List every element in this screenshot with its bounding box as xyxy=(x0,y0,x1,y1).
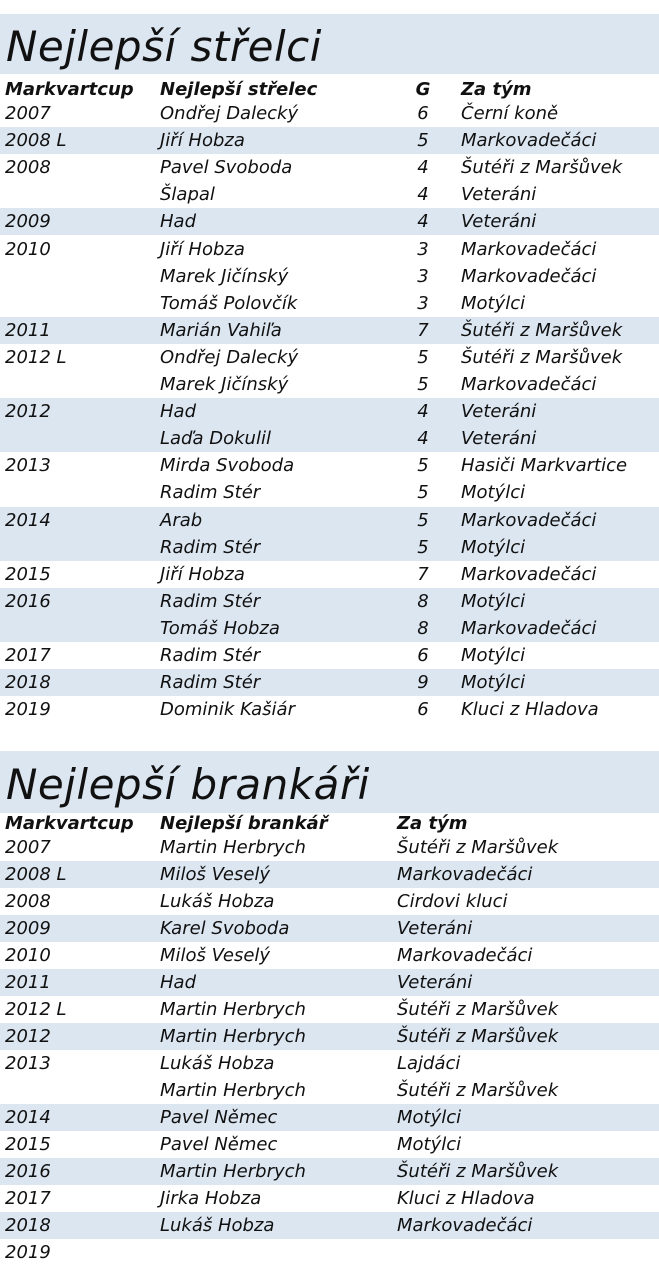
goalkeepers-cell-name: Had xyxy=(160,972,196,993)
goalkeepers-cell-name: Karel Svoboda xyxy=(160,918,290,939)
scorers-header-goals: G xyxy=(415,79,431,100)
scorers-cell-goals: 3 xyxy=(417,238,429,260)
goalkeepers-row xyxy=(0,1077,659,1104)
scorers-cell-goals: 5 xyxy=(417,482,429,504)
goalkeepers-row xyxy=(0,1050,659,1077)
scorers-cell-year: 2008 xyxy=(5,157,51,179)
goalkeepers-header-name: Nejlepší brankář xyxy=(160,813,328,834)
goalkeepers-row xyxy=(0,1212,659,1239)
scorers-cell-goals: 6 xyxy=(417,699,429,721)
scorers-cell-team: Markovadečáci xyxy=(461,130,597,152)
goalkeepers-cell-year: 2013 xyxy=(5,1053,51,1074)
scorers-cell-goals: 8 xyxy=(417,617,429,639)
scorers-cell-name: Tomáš Hobza xyxy=(160,617,280,639)
scorers-row xyxy=(0,615,659,642)
scorers-row xyxy=(0,317,659,344)
scorers-cell-name: Marek Jičínský xyxy=(160,265,289,287)
scorers-cell-team: Markovadečáci xyxy=(461,563,597,585)
goalkeepers-row xyxy=(0,1104,659,1131)
scorers-cell-team: Veteráni xyxy=(461,211,537,233)
scorers-cell-name: Marek Jičínský xyxy=(160,374,289,395)
scorers-cell-name: Ondřej Dalecký xyxy=(160,103,299,124)
scorers-cell-name: Jiří Hobza xyxy=(160,238,245,260)
goalkeepers-cell-team: Veteráni xyxy=(397,918,473,939)
scorers-cell-name: Marián Vahiľa xyxy=(160,319,282,341)
scorers-cell-goals: 5 xyxy=(417,509,429,531)
scorers-cell-goals: 9 xyxy=(417,672,429,694)
scorers-cell-name: Radim Stér xyxy=(160,590,261,612)
scorers-cell-year: 2010 xyxy=(5,238,51,260)
scorers-cell-name: Jiří Hobza xyxy=(160,130,245,152)
scorers-cell-team: Motýlci xyxy=(461,645,526,666)
scorers-cell-goals: 5 xyxy=(417,130,429,152)
scorers-row xyxy=(0,154,659,181)
scorers-row xyxy=(0,534,659,561)
scorers-cell-goals: 8 xyxy=(417,590,429,612)
scorers-row xyxy=(0,371,659,398)
scorers-row xyxy=(0,561,659,588)
scorers-cell-team: Markovadečáci xyxy=(461,509,597,531)
scorers-header-name: Nejlepší střelec xyxy=(160,79,318,100)
goalkeepers-cell-name: Miloš Veselý xyxy=(160,945,271,966)
goalkeepers-row xyxy=(0,888,659,915)
scorers-row xyxy=(0,588,659,615)
scorers-cell-team: Motýlci xyxy=(461,482,526,504)
scorers-cell-team: Markovadečáci xyxy=(461,617,597,639)
goalkeepers-cell-year: 2015 xyxy=(5,1134,51,1155)
scorers-cell-name: Radim Stér xyxy=(160,536,261,558)
scorers-cell-goals: 5 xyxy=(417,536,429,558)
scorers-row xyxy=(0,669,659,696)
goalkeepers-row xyxy=(0,861,659,888)
scorers-cell-name: Arab xyxy=(160,509,203,531)
scorers-cell-name: Radim Stér xyxy=(160,645,261,666)
scorers-cell-year: 2009 xyxy=(5,211,51,233)
scorers-cell-year: 2012 xyxy=(5,401,51,423)
goalkeepers-cell-team: Motýlci xyxy=(397,1107,462,1128)
goalkeepers-cell-year: 2018 xyxy=(5,1215,51,1236)
scorers-cell-goals: 7 xyxy=(417,319,429,341)
scorers-cell-name: Radim Stér xyxy=(160,672,261,694)
goalkeepers-cell-team: Markovadečáci xyxy=(397,945,533,966)
goalkeepers-header-team: Za tým xyxy=(397,813,468,834)
scorers-row xyxy=(0,696,659,723)
scorers-cell-year: 2007 xyxy=(5,103,51,124)
goalkeepers-cell-name: Martin Herbrych xyxy=(160,1026,306,1047)
scorers-cell-team: Motýlci xyxy=(461,672,526,694)
scorers-cell-goals: 5 xyxy=(417,346,429,368)
scorers-cell-name: Jiří Hobza xyxy=(160,563,245,585)
goalkeepers-cell-team: Cirdovi kluci xyxy=(397,891,508,912)
scorers-header-row xyxy=(0,79,659,100)
goalkeepers-row xyxy=(0,1131,659,1158)
goalkeepers-header-row xyxy=(0,813,659,834)
goalkeepers-cell-year: 2011 xyxy=(5,972,51,993)
scorers-header-team: Za tým xyxy=(461,79,532,100)
scorers-cell-year: 2008 L xyxy=(5,130,67,152)
scorers-cell-team: Veteráni xyxy=(461,428,537,450)
goalkeepers-header-year: Markvartcup xyxy=(5,813,134,834)
goalkeepers-row xyxy=(0,1158,659,1185)
scorers-cell-year: 2015 xyxy=(5,563,51,585)
scorers-cell-team: Motýlci xyxy=(461,292,526,314)
scorers-cell-year: 2019 xyxy=(5,699,51,721)
goalkeepers-cell-name: Martin Herbrych xyxy=(160,999,306,1020)
goalkeepers-cell-year: 2017 xyxy=(5,1188,51,1209)
scorers-cell-year: 2011 xyxy=(5,319,51,341)
scorers-row xyxy=(0,398,659,425)
scorers-cell-goals: 6 xyxy=(417,103,429,124)
goalkeepers-cell-year: 2008 xyxy=(5,891,51,912)
goalkeepers-cell-name: Lukáš Hobza xyxy=(160,1053,275,1074)
goalkeepers-cell-name: Lukáš Hobza xyxy=(160,1215,275,1236)
goalkeepers-row xyxy=(0,1023,659,1050)
goalkeepers-row xyxy=(0,942,659,969)
goalkeepers-row xyxy=(0,915,659,942)
goalkeepers-cell-name: Jirka Hobza xyxy=(160,1188,262,1209)
scorers-cell-goals: 4 xyxy=(417,157,429,179)
scorers-title: Nejlepší střelci xyxy=(0,14,659,74)
goalkeepers-row xyxy=(0,996,659,1023)
goalkeepers-cell-name: Martin Herbrych xyxy=(160,1161,306,1182)
scorers-cell-team: Veteráni xyxy=(461,184,537,206)
scorers-row xyxy=(0,507,659,534)
goalkeepers-cell-year: 2012 L xyxy=(5,999,67,1020)
scorers-cell-team: Motýlci xyxy=(461,536,526,558)
scorers-cell-goals: 5 xyxy=(417,455,429,477)
scorers-row xyxy=(0,236,659,263)
scorers-cell-goals: 3 xyxy=(417,292,429,314)
goalkeepers-cell-name: Pavel Němec xyxy=(160,1107,278,1128)
scorers-header-year: Markvartcup xyxy=(5,79,134,100)
goalkeepers-cell-year: 2014 xyxy=(5,1107,51,1128)
scorers-cell-goals: 4 xyxy=(417,211,429,233)
scorers-row xyxy=(0,642,659,669)
scorers-cell-year: 2013 xyxy=(5,455,51,477)
goalkeepers-cell-name: Miloš Veselý xyxy=(160,864,271,885)
goalkeepers-row xyxy=(0,1239,659,1266)
scorers-cell-name: Dominik Kašiár xyxy=(160,699,295,721)
scorers-cell-team: Veteráni xyxy=(461,401,537,423)
scorers-cell-year: 2012 L xyxy=(5,346,67,368)
scorers-cell-goals: 7 xyxy=(417,563,429,585)
scorers-row xyxy=(0,127,659,154)
scorers-cell-team: Markovadečáci xyxy=(461,374,597,395)
goalkeepers-cell-team: Šutéři z Maršůvek xyxy=(397,1080,559,1101)
goalkeepers-cell-team: Lajdáci xyxy=(397,1053,461,1074)
scorers-cell-team: Šutéři z Maršůvek xyxy=(461,157,623,179)
scorers-row xyxy=(0,425,659,452)
goalkeepers-cell-year: 2008 L xyxy=(5,864,67,885)
scorers-cell-team: Markovadečáci xyxy=(461,265,597,287)
scorers-cell-name: Tomáš Polovčík xyxy=(160,292,298,314)
scorers-cell-year: 2017 xyxy=(5,645,51,666)
scorers-row xyxy=(0,263,659,290)
goalkeepers-cell-name: Lukáš Hobza xyxy=(160,891,275,912)
goalkeepers-cell-name: Pavel Němec xyxy=(160,1134,278,1155)
goalkeepers-cell-team: Šutéři z Maršůvek xyxy=(397,837,559,858)
goalkeepers-title: Nejlepší brankáři xyxy=(0,751,659,813)
scorers-cell-name: Had xyxy=(160,211,196,233)
scorers-cell-name: Šlapal xyxy=(160,184,215,206)
scorers-cell-year: 2014 xyxy=(5,509,51,531)
scorers-cell-goals: 5 xyxy=(417,374,429,395)
goalkeepers-row xyxy=(0,969,659,996)
goalkeepers-cell-team: Šutéři z Maršůvek xyxy=(397,999,559,1020)
goalkeepers-cell-name: Martin Herbrych xyxy=(160,837,306,858)
scorers-cell-name: Pavel Svoboda xyxy=(160,157,293,179)
goalkeepers-cell-year: 2010 xyxy=(5,945,51,966)
scorers-cell-year: 2018 xyxy=(5,672,51,694)
scorers-cell-team: Hasiči Markvartice xyxy=(461,455,628,477)
goalkeepers-cell-team: Markovadečáci xyxy=(397,1215,533,1236)
goalkeepers-cell-year: 2019 xyxy=(5,1242,51,1263)
scorers-row xyxy=(0,100,659,127)
scorers-row xyxy=(0,181,659,208)
scorers-row xyxy=(0,479,659,506)
scorers-row xyxy=(0,290,659,317)
goalkeepers-cell-team: Šutéři z Maršůvek xyxy=(397,1161,559,1182)
goalkeepers-cell-team: Markovadečáci xyxy=(397,864,533,885)
scorers-cell-goals: 4 xyxy=(417,428,429,450)
goalkeepers-cell-year: 2009 xyxy=(5,918,51,939)
scorers-cell-name: Mirda Svoboda xyxy=(160,455,295,477)
goalkeepers-cell-name: Martin Herbrych xyxy=(160,1080,306,1101)
scorers-cell-name: Ondřej Dalecký xyxy=(160,346,299,368)
goalkeepers-cell-team: Veteráni xyxy=(397,972,473,993)
scorers-cell-name: Radim Stér xyxy=(160,482,261,504)
goalkeepers-cell-team: Motýlci xyxy=(397,1134,462,1155)
scorers-cell-team: Šutéři z Maršůvek xyxy=(461,346,623,368)
goalkeepers-row xyxy=(0,834,659,861)
scorers-cell-name: Laďa Dokulil xyxy=(160,428,271,450)
scorers-cell-goals: 3 xyxy=(417,265,429,287)
scorers-cell-name: Had xyxy=(160,401,196,423)
scorers-cell-year: 2016 xyxy=(5,590,51,612)
scorers-row xyxy=(0,344,659,371)
scorers-row xyxy=(0,452,659,479)
goalkeepers-row xyxy=(0,1185,659,1212)
scorers-cell-team: Šutéři z Maršůvek xyxy=(461,319,623,341)
scorers-cell-team: Kluci z Hladova xyxy=(461,699,599,721)
scorers-cell-goals: 6 xyxy=(417,645,429,666)
scorers-cell-goals: 4 xyxy=(417,184,429,206)
scorers-cell-team: Černí koně xyxy=(461,103,559,124)
goalkeepers-cell-team: Kluci z Hladova xyxy=(397,1188,535,1209)
goalkeepers-cell-year: 2012 xyxy=(5,1026,51,1047)
goalkeepers-cell-team: Šutéři z Maršůvek xyxy=(397,1026,559,1047)
scorers-row xyxy=(0,208,659,235)
scorers-cell-goals: 4 xyxy=(417,401,429,423)
goalkeepers-cell-year: 2016 xyxy=(5,1161,51,1182)
goalkeepers-cell-year: 2007 xyxy=(5,837,51,858)
scorers-cell-team: Motýlci xyxy=(461,590,526,612)
scorers-cell-team: Markovadečáci xyxy=(461,238,597,260)
